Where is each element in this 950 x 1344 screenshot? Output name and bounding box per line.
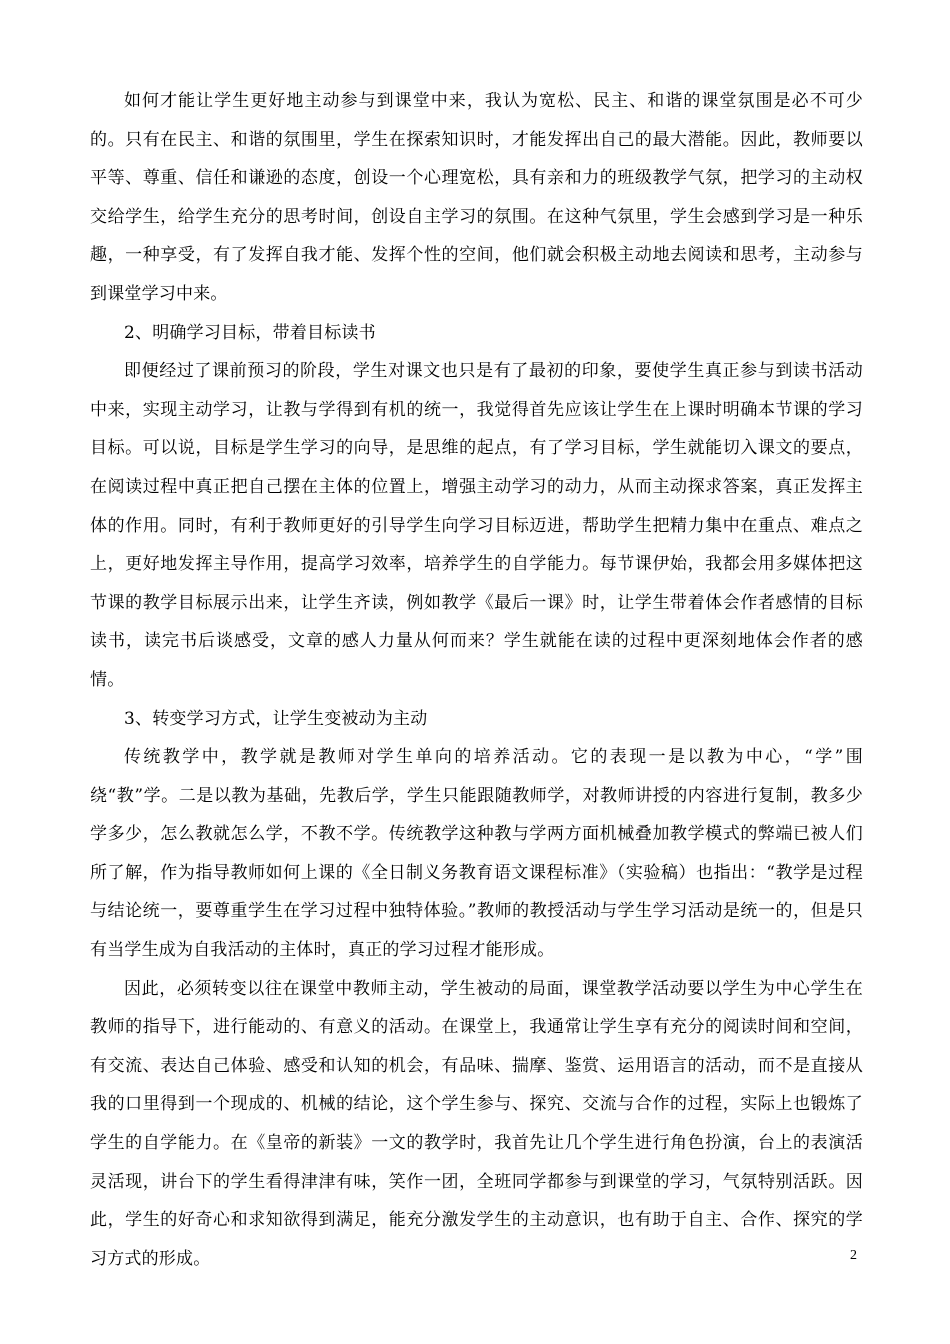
- paragraph-learning-goals: 即便经过了课前预习的阶段，学生对课文也只是有了最初的印象，要使学生真正参与到读书活动中来，实现主动学习，让教与学得到有机的统一，我觉得首先应该让学生在上课时明确本节课的学习目标。可以说，目标是学生学习的向导，是思维的起点，有了学习目标，学生就能切入课文的要点，在阅读过程中真正把自己摆在主体的位置上，增强主动学习的动力，从而主动探求答案，真正发挥主体的作用。同时，有利于教师更好的引导学生向学习目标迈进，帮助学生把精力集中在重点、难点之上，更好地发挥主导作用，提高学习效率，培养学生的自学能力。每节课伊始，我都会用多媒体把这节课的教学目标展示出来，让学生齐读，例如教学《最后一课》时，让学生带着体会作者感情的目标读书，读完书后谈感受，文章的感人力量从何而来？学生就能在读的过程中更深刻地体会作者的感情。: [90, 361, 863, 690]
- paragraph-classroom-atmosphere: 如何才能让学生更好地主动参与到课堂中来，我认为宽松、民主、和谐的课堂氛围是必不可少的。只有在民主、和谐的氛围里，学生在探索知识时，才能发挥出自己的最大潜能。因此，教师要以平等、尊重、信任和谦逊的态度，创设一个心理宽松，具有亲和力的班级教学气氛，把学习的主动权交给学生，给学生充分的思考时间，创设自主学习的氛围。在这种气氛里，学生会感到学习是一种乐趣，一种享受，有了发挥自我才能、发挥个性的空间，他们就会积极主动地去阅读和思考，主动参与到课堂学习中来。: [90, 91, 863, 304]
- paragraph-traditional-teaching: 传统教学中，教学就是教师对学生单向的培养活动。它的表现一是以教为中心，“学”围绕“教”学。二是以教为基础，先教后学，学生只能跟随教师学，对教师讲授的内容进行复制，教多少学多少，怎么教就怎么学，不教不学。传统教学这种教与学两方面机械叠加教学模式的弊端已被人们所了解，作为指导教师如何上课的《全日制义务教育语文课程标准》（实验稿）也指出：“教学是过程与结论统一，要尊重学生在学习过程中独特体验。”教师的教授活动与学生学习活动是统一的，但是只有当学生成为自我活动的主体时，真正的学习过程才能形成。: [90, 747, 863, 961]
- section-heading-learning-goals: 2、明确学习目标，带着目标读书: [124, 322, 376, 343]
- paragraph-student-centered: 因此，必须转变以往在课堂中教师主动，学生被动的局面，课堂教学活动要以学生为中心学生在教师的指导下，进行能动的、有意义的活动。在课堂上，我通常让学生享有充分的阅读时间和空间，有交流、表达自己体验、感受和认知的机会，有品味、揣摩、鉴赏、运用语言的活动，而不是直接从我的口里得到一个现成的、机械的结论，这个学生参与、探究、交流与合作的过程，实际上也锻炼了学生的自学能力。在《皇帝的新装》一文的教学时，我首先让几个学生进行角色扮演，台上的表演活灵活现，讲台下的学生看得津津有味，笑作一团，全班同学都参与到课堂的学习，气氛特别活跃。因此，学生的好奇心和求知欲得到满足，能充分激发学生的主动意识，也有助于自主、合作、探究的学习方式的形成。: [90, 978, 863, 1269]
- document-body: [90, 82, 863, 1278]
- section-heading-learning-style: 3、转变学习方式，让学生变被动为主动: [124, 708, 428, 729]
- page-number: 2: [850, 1248, 857, 1263]
